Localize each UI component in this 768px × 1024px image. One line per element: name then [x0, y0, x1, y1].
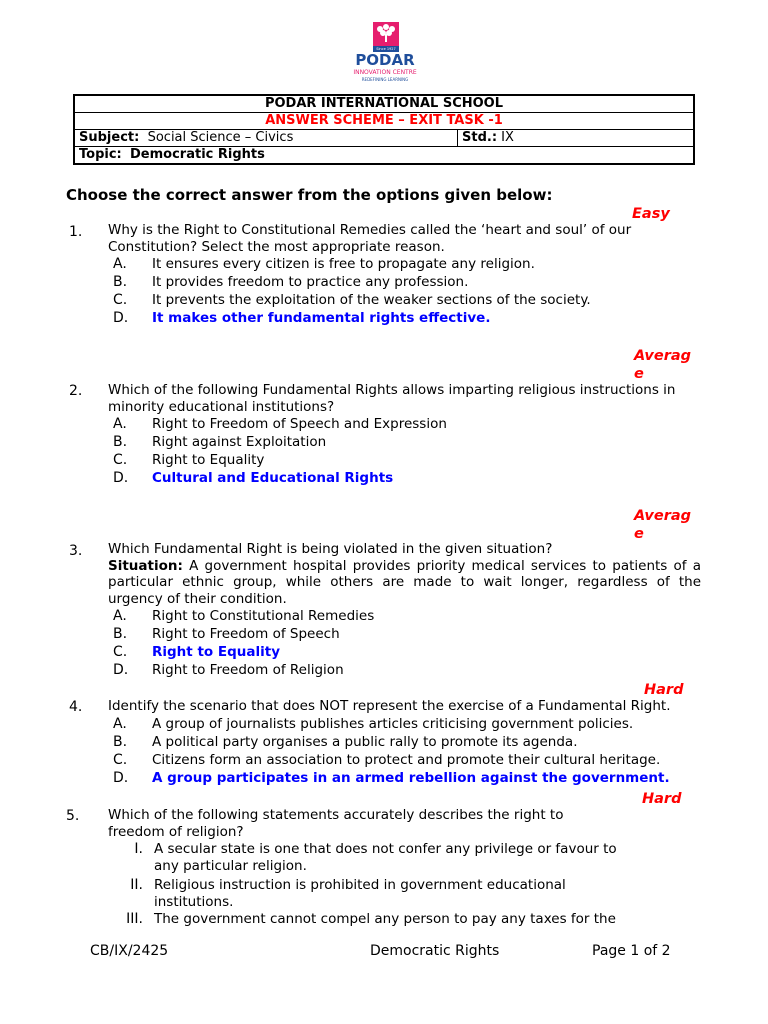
logo-subtitle: INNOVATION CENTRE: [353, 69, 417, 76]
std-value: IX: [501, 130, 514, 145]
question-number: 5.: [66, 808, 80, 824]
option-label: B.: [113, 274, 128, 290]
question-number: 4.: [69, 699, 83, 715]
question-number: 1.: [69, 224, 83, 240]
question-number: 3.: [69, 543, 83, 559]
option-label: A.: [113, 716, 127, 732]
statement-label: I.: [134, 841, 143, 857]
question-text: Which of the following statements accurately describes the right to freedom of religion?: [108, 807, 564, 840]
correct-option: [113, 644, 280, 660]
option: [113, 274, 468, 290]
header-table: [73, 94, 695, 165]
option-label: B.: [113, 626, 128, 642]
logo-since: Since 1927: [376, 47, 396, 51]
option-label: B.: [113, 734, 128, 750]
statement: [113, 841, 643, 874]
option: [113, 716, 633, 732]
footer-code: CB/IX/2425: [90, 943, 169, 959]
option-label: A.: [113, 416, 127, 432]
situation-text: A government hospital provides priority medical services to patients of a particular ethnic group, while others are made to wait longer, regardless of the urgency of their condition.: [108, 557, 702, 607]
footer-page: Page 1 of 2: [592, 943, 671, 959]
std-cell: [458, 130, 695, 147]
option-text: Right to Freedom of Speech: [152, 626, 340, 642]
correct-option: [113, 310, 490, 326]
option-text: A political party organises a public rally to promote its agenda.: [152, 734, 578, 750]
option: [113, 452, 264, 468]
option: [113, 752, 660, 768]
option-text: Right to Freedom of Speech and Expression: [152, 416, 447, 432]
correct-option: [113, 770, 670, 786]
option-label: C.: [113, 752, 128, 768]
question-text: Which of the following Fundamental Rights allows imparting religious instructions in minority educational institutions?: [108, 382, 676, 415]
option-label: D.: [113, 662, 129, 678]
school-logo: [340, 20, 430, 90]
option: [113, 256, 535, 272]
instruction: Choose the correct answer from the options given below:: [66, 186, 553, 204]
subject-cell: [74, 130, 458, 147]
option-label: C.: [113, 292, 128, 308]
statement-label: III.: [126, 911, 143, 927]
option-text: Right to Equality: [152, 644, 280, 660]
question-stem: Which Fundamental Right is being violated in the given situation?: [108, 541, 553, 557]
topic-value: Democratic Rights: [130, 147, 265, 162]
option: [113, 734, 578, 750]
logo-brand: PODAR: [355, 51, 415, 69]
option: [113, 434, 326, 450]
difficulty-tag: Averag e: [634, 348, 692, 382]
option-text: Citizens form an association to protect and promote their cultural heritage.: [152, 752, 661, 768]
topic-cell: [74, 147, 694, 165]
option: [113, 608, 374, 624]
option: [113, 416, 447, 432]
std-label: Std.:: [462, 130, 498, 145]
option-label: D.: [113, 770, 129, 786]
situation-label: Situation:: [108, 557, 183, 574]
option-label: B.: [113, 434, 128, 450]
statement: [113, 911, 643, 928]
option: [113, 662, 344, 678]
option-label: D.: [113, 310, 129, 326]
option-text: It prevents the exploitation of the weaker sections of the society.: [152, 292, 591, 308]
option-text: A group participates in an armed rebellion against the government.: [152, 770, 670, 786]
option-text: Right to Constitutional Remedies: [152, 608, 375, 624]
statement-text: Religious instruction is prohibited in government educational institutions.: [154, 877, 566, 910]
option-text: Cultural and Educational Rights: [152, 470, 394, 486]
option-label: C.: [113, 452, 128, 468]
question-number: 2.: [69, 383, 83, 399]
statement-text: The government cannot compel any person to pay any taxes for the: [154, 911, 616, 927]
correct-option: [113, 470, 393, 486]
option-text: Right to Freedom of Religion: [152, 662, 344, 678]
difficulty-tag: Hard: [642, 791, 682, 807]
subject-label: Subject:: [79, 130, 140, 145]
question-text: Identify the scenario that does NOT represent the exercise of a Fundamental Right.: [108, 698, 671, 714]
answer-scheme-title: ANSWER SCHEME – EXIT TASK -1: [74, 113, 694, 130]
option-text: It ensures every citizen is free to propagate any religion.: [152, 256, 535, 272]
topic-label: Topic:: [79, 147, 122, 162]
difficulty-tag: Hard: [644, 682, 684, 698]
difficulty-tag: Easy: [632, 206, 670, 222]
statement-text: A secular state is one that does not confer any privilege or favour to any particular religion.: [154, 841, 617, 874]
question-text: [108, 541, 701, 607]
statement: [113, 877, 643, 910]
question-text: Why is the Right to Constitutional Remedies called the ‘heart and soul’ of our Constitution? Select the most appropriate reason.: [108, 222, 632, 255]
option-text: It provides freedom to practice any profession.: [152, 274, 469, 290]
difficulty-tag: Averag e: [634, 508, 692, 542]
option-label: C.: [113, 644, 128, 660]
option-text: A group of journalists publishes articles criticising government policies.: [152, 716, 634, 732]
option-label: A.: [113, 608, 127, 624]
option-label: D.: [113, 470, 129, 486]
option: [113, 292, 591, 308]
statement-label: II.: [130, 877, 143, 893]
option-label: A.: [113, 256, 127, 272]
school-name: PODAR INTERNATIONAL SCHOOL: [74, 95, 694, 113]
option: [113, 626, 340, 642]
option-text: Right against Exploitation: [152, 434, 327, 450]
option-text: Right to Equality: [152, 452, 265, 468]
logo-tagline: REDEFINING LEARNING: [361, 77, 409, 82]
subject-value: Social Science – Civics: [147, 130, 294, 145]
footer-topic: Democratic Rights: [370, 943, 500, 959]
option-text: It makes other fundamental rights effective.: [152, 310, 491, 326]
